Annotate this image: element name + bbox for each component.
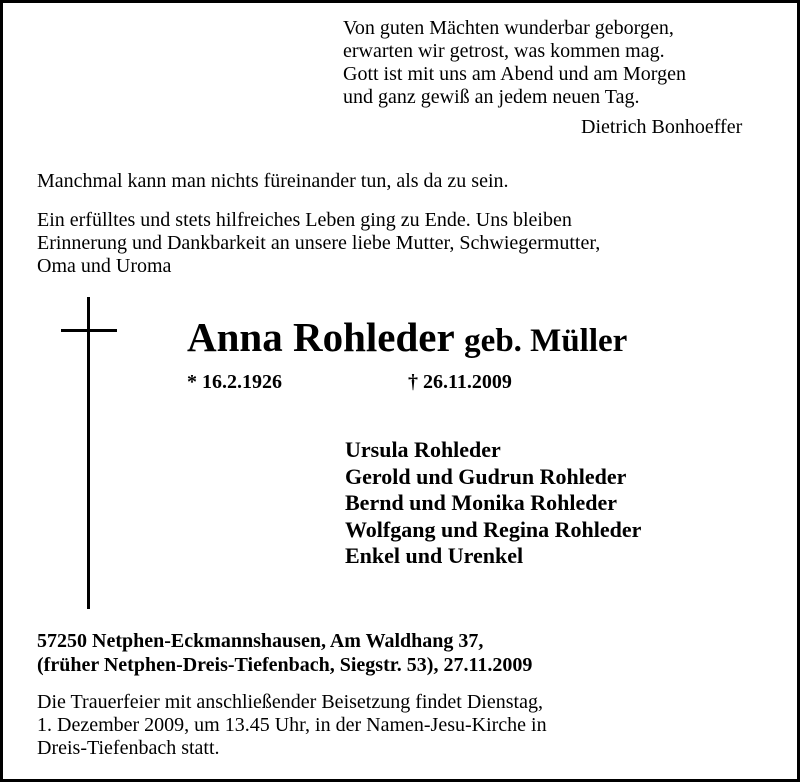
intro-line: Ein erfülltes und stets hilfreiches Leben ging zu Ende. Uns bleiben [37, 209, 572, 231]
intro-line: Erinnerung und Dankbarkeit an unsere liebe Mutter, Schwiegermutter, [37, 232, 601, 254]
intro-paragraph [37, 209, 600, 278]
mourner-entry: Bernd und Monika Rohleder [345, 490, 617, 515]
deceased-full-name: Anna Rohleder [187, 314, 454, 360]
cross-vertical-beam [87, 297, 90, 609]
poem-line: Gott ist mit uns am Abend und am Morgen [343, 63, 686, 85]
service-line: Die Trauerfeier mit anschließender Beisetzung findet Dienstag, [37, 691, 543, 713]
intro-line: Oma und Uroma [37, 255, 172, 277]
poem-line: und ganz gewiß an jedem neuen Tag. [343, 86, 640, 108]
bonhoeffer-poem [343, 17, 686, 109]
deceased-maiden-name: geb. Müller [464, 323, 628, 359]
mourner-entry: Wolfgang und Regina Rohleder [345, 516, 642, 542]
funeral-service-info [37, 691, 547, 760]
death-date: † 26.11.2009 [408, 371, 512, 393]
address-line: (früher Netphen-Dreis-Tiefenbach, Siegstr. 53), 27.11.2009 [37, 653, 533, 676]
poem-author: Dietrich Bonhoeffer [581, 116, 743, 138]
address-line: 57250 Netphen-Eckmannshausen, Am Waldhang 37, [37, 630, 484, 652]
service-line: 1. Dezember 2009, um 13.45 Uhr, in der Namen-Jesu-Kirche in [37, 714, 547, 736]
birth-date: * 16.2.1926 [187, 371, 282, 393]
service-line: Dreis-Tiefenbach statt. [37, 737, 220, 759]
mourners-list [345, 437, 641, 570]
mourner-entry: Gerold und Gudrun Rohleder [345, 463, 627, 489]
poem-line: Von guten Mächten wunderbar geborgen, [343, 17, 674, 39]
poem-line: erwarten wir getrost, was kommen mag. [343, 40, 665, 62]
mourner-entry: Enkel und Urenkel [345, 543, 524, 568]
family-address [37, 630, 532, 677]
mourner-entry: Ursula Rohleder [345, 437, 501, 462]
cross-horizontal-beam [61, 329, 117, 332]
deceased-name [187, 313, 627, 365]
intro-sentence: Manchmal kann man nichts füreinander tun, als da zu sein. [37, 170, 509, 192]
